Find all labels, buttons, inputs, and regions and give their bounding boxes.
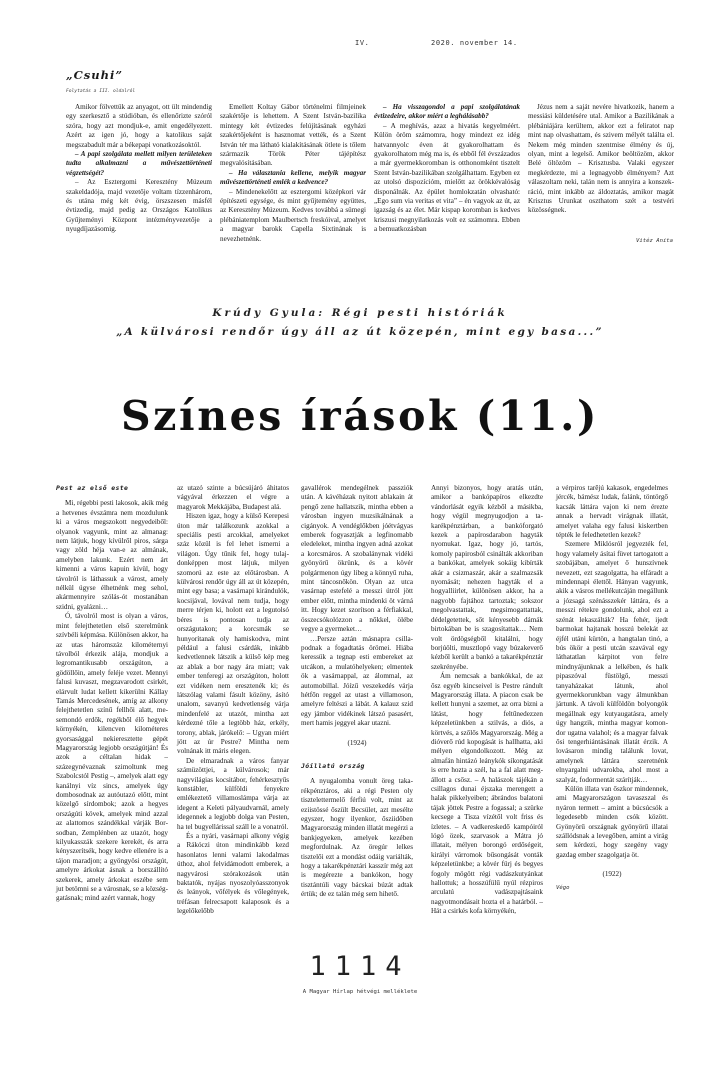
subheading: Pest az első este — [56, 484, 129, 492]
top-column-1 — [66, 103, 212, 235]
supplement-footer: A Magyar Hírlap hétvégi melléklete — [302, 989, 418, 995]
paragraph: Amikor fölvettük az anyagot, ott ült mindendig egy szerkesztő a stúdióban, és ellenőrizte szóról szóra, hogy azt mondjuk-e, amit engedélyezett. Azért az igen jó, hogy a katolikus saját megszabadult már a békepapi vonatkozásoktól. — [66, 103, 212, 149]
feature-column-2 — [177, 484, 289, 917]
paragraph: És a nyári, vasárnapi alkony végig a Rákóczi úton mindinkább kezd hasonlatos lenni valami lakodalmas úthoz, ahol felvidámodott emberek, a nagyvárosi szórakozások után baktatók, nyájas nyoszolyóasszonyok és leányok, vőfélyek és vőlegények, tréfásan felrecsapott kalaposok és a legelőkelőbb — [177, 832, 289, 916]
paragraph: Emellett Koltay Gábor történelmi filmjeinek szakértője is lehettem. A Szent István-bazilika mintegy két évtizedes felújításának egyházi szakértőjeként is hasznomat vették, és a Szent István tér ma látható kialakításának ötlete is tőlem származik Török Péter tájépítész megvalósításában. — [220, 103, 366, 168]
feature-column-5 — [556, 484, 668, 893]
feature-title: Színes írások (11.) — [120, 392, 600, 440]
interview-question: – A papi szolgálata mellett milyen területeken tudta alkalmazni a művészettörténeti végzettségét? — [66, 150, 212, 177]
year-note: (1924) — [347, 738, 367, 747]
paragraph: Szemere Miklósról jegyezték fel, hogy valamely ásítai füvet tartogatott a szobájában, amelyet ő hunszívnek nevezett, ezt szagolgatta, ha elfáradt a mindennapi élettől. Hányan vagyunk, akik a vásros mellékutcáján megállunk a józsagá szénásszekér láttára, és a messzi rétekre gondolunk, ahol ezt a szénát lekaszálták? Ha fehér, ijedt barmokat hajtanak hosszú belekát az éjfél utáni kürtön, a hangtalan tinó, a bús ökör a pesti utcán szavával egy láthatatlan kárpitot von felre mindnyájunknak a lelkében, és halk pipaszóval füstölgő, messzi tanyaházakat látunk, ahol gyermekkorunkban vagy álmunkban jártunk. A távoli külföldön bolyongók megállnak egy kutyaugatásra, amely úgy hangzik, mintha magyar komondor ugatna valahol; és a magyar falvak ősi tengerhiántásának illatát érzik. A lovásaron mindig találunk lovat, amelynek láttára szeretnénk elnyargalni udvarokba, ahol most a szalyát, fodormentát szárítják… — [556, 540, 668, 784]
feature-byline: Krúdy Gyula: Régi pesti históriák — [212, 307, 508, 319]
paragraph: Mi, régebbi pesti lakosok, akik még a hetvenes évszámra nem mozdulunk ki a város megszokott negyedeiből: olyanok vagyunk, mint az almanag: nem látjuk, hogy kívülről piros, sárga vagy zöld héja van-e az almának, amelyben lakunk. Ezért nem árt kimenni a város kapuin kívül, hogy távolról is láthassuk a várost, amely nélkül úgyse élhetnénk meg sehol, akármennyire szólás-ót mostanában szidni, gyalázni… — [56, 499, 168, 611]
paragraph: Annyi bizonyos, hogy aratás után, amikor a bankópapíros elkezdte vándorlását egyik kézből a másikba, hogy végül megnyugodjon a takarékpénztárban, a bankóforgató kezek a papírosdarabon hagyták nyomukat. Igaz, hogy jó, tartós, komoly papirosból csinálták akkoriban a bankókat, amelyek sokáig kibírták akár a csizmaszár, akár a szalmazsák nyomását; nehezen hagyták el a hogyalliirlet, különösen akkor, ha a nagyobb fajtához tartoztak; sokszor megolvastattak, megsimogattattak, dédelgetettek, sőt kényesebb dámák birtokában be is szagosítattak… Nem volt ördögségből kitalálni, hogy borjúölti, musztlopó vagy búzakeverő kézből került a bankó a takarékpénztár szekrényébe. — [431, 484, 543, 671]
feature-quote: „A külvárosi rendőr úgy áll az út közepén, mint egy basa...” — [116, 326, 604, 338]
issue-date: 2020. november 14. — [431, 39, 518, 47]
feature-column-3 — [301, 484, 413, 900]
article-title: „Csuhi” — [66, 68, 123, 82]
paragraph: Ó, távolról most is olyan a város, mint felejthetetlen első szerelmünk szívbéli képmása. Különösen akkor, ha az utas háromszáz kilométernyi távolból érkezik alája, mondjuk a legromantikusabb országúton, a gödöllőin, amely feléje vezet. Mennyi falusi kuvaszt, megzavarodott csirkét, elárvult ludat kellett kikerülni Kállay Tamás Mercedesének, amíg az alkony felejthetetlen színű fellhői alatt, mesemondó erdők, regékből élő hegyek környékén, kilencven kilométeres gyorsasággal nekieresztette gépét Magyarország legjobb országútján! És azok a céltalan hidak – százegynévaznak szimoltunk meg Szabolcstól Pestig –, amelyek alatt egy kanálnyi víz sincs, amelyek úgy dombosodnak az autóutazó előtt, mint közelgő sírdombok; azok a hegyes országúti kövek, amelyek mind azzal az alattomos szándékkal várják Borsodban, Zemplénben az utazót, hogy kilyukasszák szekere kerekét, és arra kényszerítsék, hogy kedve ellenére is a tájon maradjon; a gyöngyösi országút, amelyre árkokat ásnak a borszállító szekerek, amely árkokat eszébe sem jut betömni se a városnak, se a községgatásnak; mind azért vannak, hogy — [56, 612, 168, 903]
top-column-4 — [528, 103, 674, 216]
paragraph: Jézus nem a saját nevére hivatkozik, hanem a messiási küldetésére utal. Amikor a Bazilikának a plébániájára kerültem, akkor ezt a feliratot nap mint nap olvashattam, és szivem mélyét találta el. Nekem még minden szentmise élmény és új, olyan, mint a legelső. Amikor beöltözöm, akkor Belé öltözöm – Krisztusba. Valaki egyszer megkérdezte, mi a legnagyobb élményem? Azt válaszoltam neki, talán nem is annyira a konszekráció, mint inkább az áldoztatás, amikor magát Krisztus Urunkat oszthatom szét a testvéri közösségnek. — [528, 103, 674, 215]
page-number: 1114 — [309, 951, 411, 982]
author-signature: Vitéz Anita — [636, 238, 674, 244]
interview-question: – Ha visszagondol a papi szolgálatának évtizedeire, akkor miért a leghálásabb? — [374, 103, 520, 121]
continued-from: Folytatás a III. oldalról — [66, 89, 136, 94]
paragraph: – Mindenekelőtt az esztergomi középkori vár építészeti egysége, és mint gyűjtemény együttes, az Keresztény Múzeum. Kedves továbbá a sümegi plébániatemplom Maulbertsch freskóival, amelyet a magyar barokk Capella Sixtinának is nevezhetnénk. — [220, 187, 366, 243]
top-column-3 — [374, 103, 520, 235]
interview-question: – Ha választania kellene, melyik magyar művészettörténeti emlék a kedvence? — [220, 168, 366, 187]
paragraph: A nyugalomba vonult öreg takarékpénztáros, aki a régi Pesten oly tisztelettermelő férfiú volt, mint az eziistössé őszült Becsület, azt mesélte egyszer, hogy ilyenkor, ősziidőben Magyarország minden illatát megérzi a bankjegyeken, amelyek kezében megfordulnak. Az öregúr lelkes tisztelői ezt a mondást odáig variálták, hogy a takarékpénztári kasszír még azt is megérezte a bankókon, hogy tisztántúli vagy bácskai búzát adtak értük; de ez talán még sem hihető. — [301, 777, 413, 899]
paragraph: gavallérok mendegélnek passziók után. A kávéházak nyitott ablakain át pengő zene hallatszik, mintha ebben a városban ingyen muzsikálnának a cigányok. A vendéglőkben jóétvágyas emberek fogyasztják a legfinomabb eledeleket, mintha ingyen adná azokat a korcsmáros. A szobalánynak vidéki gyönyörű ökrünk, és a kövér polgármenon úgy libeg a könnyű ruha, mint táncosnőkön. Olyan az utca vasárnap estefelé a messzi útról jött ember előtt, mintha mindenki öt várná itt. Hogy kezet szorítson a férfiakkal, összecsókolózzon a nőkkel, ölébe vegye a gyermeket… — [301, 484, 413, 634]
feature-column-4 — [431, 484, 543, 917]
paragraph: Külön illata van őszkor mindennek, ami Magyarországon tavaszszal és nyáron termett – amint a búcsúcsók a legedesebb minden csók között. Gyönyörű országnak gyönyörű illatai szállódsnak a levegőben, amint a virág sem kérdezi, hogy szegény vagy gazdag ember szagolgatja öt. — [556, 785, 668, 859]
author-signature: Végo — [556, 884, 570, 891]
section-number: IV. — [355, 39, 370, 47]
feature-column-1 — [56, 484, 168, 904]
paragraph: De elmaradnak a város fanyar számüzöttjei, a külvárosok; már nagyvilágias kocsitábor, fehérkesztyűs konstábler, külföldi fenyekre emlékeztető villamoslámpa várja az idegent a Keleti pályaudvarnál, amely idegennek a legjobb dolga van Pesten, ha tel bugyellárissal száll le a vonatról. — [177, 756, 289, 831]
paragraph: – A meghívás, azaz a hivatás kegyelméért. Külön öröm számomra, hogy mindezt ez idég hatvannyolc éven át gyakorolhattam és gyakorolhatom még ma is, és ebből fél évszázados a már gyermekkoromban is otthonomként tisztelt Szent István-bazilikában szolgálhattam. Egyben ez az utolsó dispozícióm, mielőtt az örökkévalóság disponálnák. Az épület homlokzatán olvasható: „Ego sum via veritas et vita” – én vagyok az út, az igazság és az élet. Már kispap koromban is kedves kriszusi megnyilatkozás volt ez számomra. Ebben a bemuatkozásban — [374, 121, 520, 234]
top-column-2 — [220, 103, 366, 244]
subheading: Jóillatú ország — [301, 761, 365, 770]
paragraph: Hiszen igaz, hogy a külső Kerepesi úton már találkozunk azokkal a speciális pesti arcokkal, amelyeket száz közül is fel lehet ismerni a világon. Úgy tűnik fel, hogy tulajdonképpen most látjuk, milyen szomorú az este az előtárosban. A külvárosi rendőr úgy áll az út közepén, mint egy basa; a vasárnapi kirándulók, kocsijával, lovával nem tudja, hogy merre térjen ki, holott ezt a legutolsó béres is pontosan tudja az országutakon; a korcsmák se hunyorítanak oly hamiskodva, mint például a falusi csárdák, inkább kedvetlennek látszik a külső kép meg az ablak a bor nagy ára miatt; vak ember tenferegi az országúton, holott ezt vidéken nem eresztenék ki; és látszólag valami fásult közöny, ásító unalom, savanyú kedvetlenség várja mindenfelé az utazót, mintha azt kérdezné tőle a legtöbb ház, erkély, torony, ablak, járókelő: – Ugyan miért jött az úr Pestre? Mintha nem volnának itt máris elegen. — [177, 512, 289, 756]
paragraph: Ám nemcsak a bankókkal, de az ősz egyéb kincseivel is Pestre rándult Magyarország illata. A piacon csak be kellett hunyni a szemet, az orra bizni a látást, hogy feltűnedezzen képzeletünkben a szilvás, a diós, a körtvés, a szőlős Magyarország. Még a dióverő rúd kopogását is hallhatta, aki mélyen elgondolkozott. Még az almafán hintázó leánykók síkongatását is erre hozta a szél, ha a fal alatt megállott a csősz. – A halászok tájékán a csillagos dunai éjszaka merengett a halak pikkelyeiben; ábrándos balatoni tájak jöttek Pestre a fogassal; a szürke kecsege a Tisza vízétől volt friss és ízletes. – A vadkereskedő kampóiról lógó özek, szarvasok a Mátra jó illatait, mélyen borongó erdőségeit, királyi várromok bűsongását vonták képzeletünkbe; a kövér fürj és begyes fogoly mögött régi vadászkutyánkat hallottuk; a hosszúfülű nyúl rézpiros arculatú vadászpajtásaink nagyotmondásait hozta el a határból. – Hát a csirkés kofa környékén, — [431, 672, 543, 916]
paragraph: a vérpiros tarējú kakasok, engedelmes jércék, bámész ludak, falánk, töntörgő kacsák láttára vajon ki nem érezte annak a hervadt virágnak illatát, amelyet valaha egy falusi kiskertben tépték le feledhetetlen kezek? — [556, 484, 668, 540]
paragraph: – Az Esztergomi Keresztény Múzeum szakeldadója, majd vezetője voltam tízzenhárom, és utána még két évig, örszszesen másfél évtizedig, majd pedig az Országos Katolikus Gyűjteményi Központ intézményvezetője a nyugdíjazásomig. — [66, 178, 212, 234]
paragraph: az utazó szinte a búcsújáró áhitatos vágyával érkezzen el végre a magyarok Mekkájába, Budapest alá. — [177, 484, 289, 511]
paragraph: …Persze aztán másnapra csillapodnak a fogadtatás örömei. Hiába keressük a tegnap esti embereket az utcákon, a mulatóhelyeken; elmentek ök a vasárnappal, az álommal, az automobillal. Jóízű veszekedés várja hétfőn reggel az utast a villamoson, amelyre feltészi a lábát. A kalauz szid egy jámbor vidékinek látszó pasasért, mert hamis jeggyel akar utazni. — [301, 634, 413, 728]
year-note: (1922) — [602, 870, 622, 879]
